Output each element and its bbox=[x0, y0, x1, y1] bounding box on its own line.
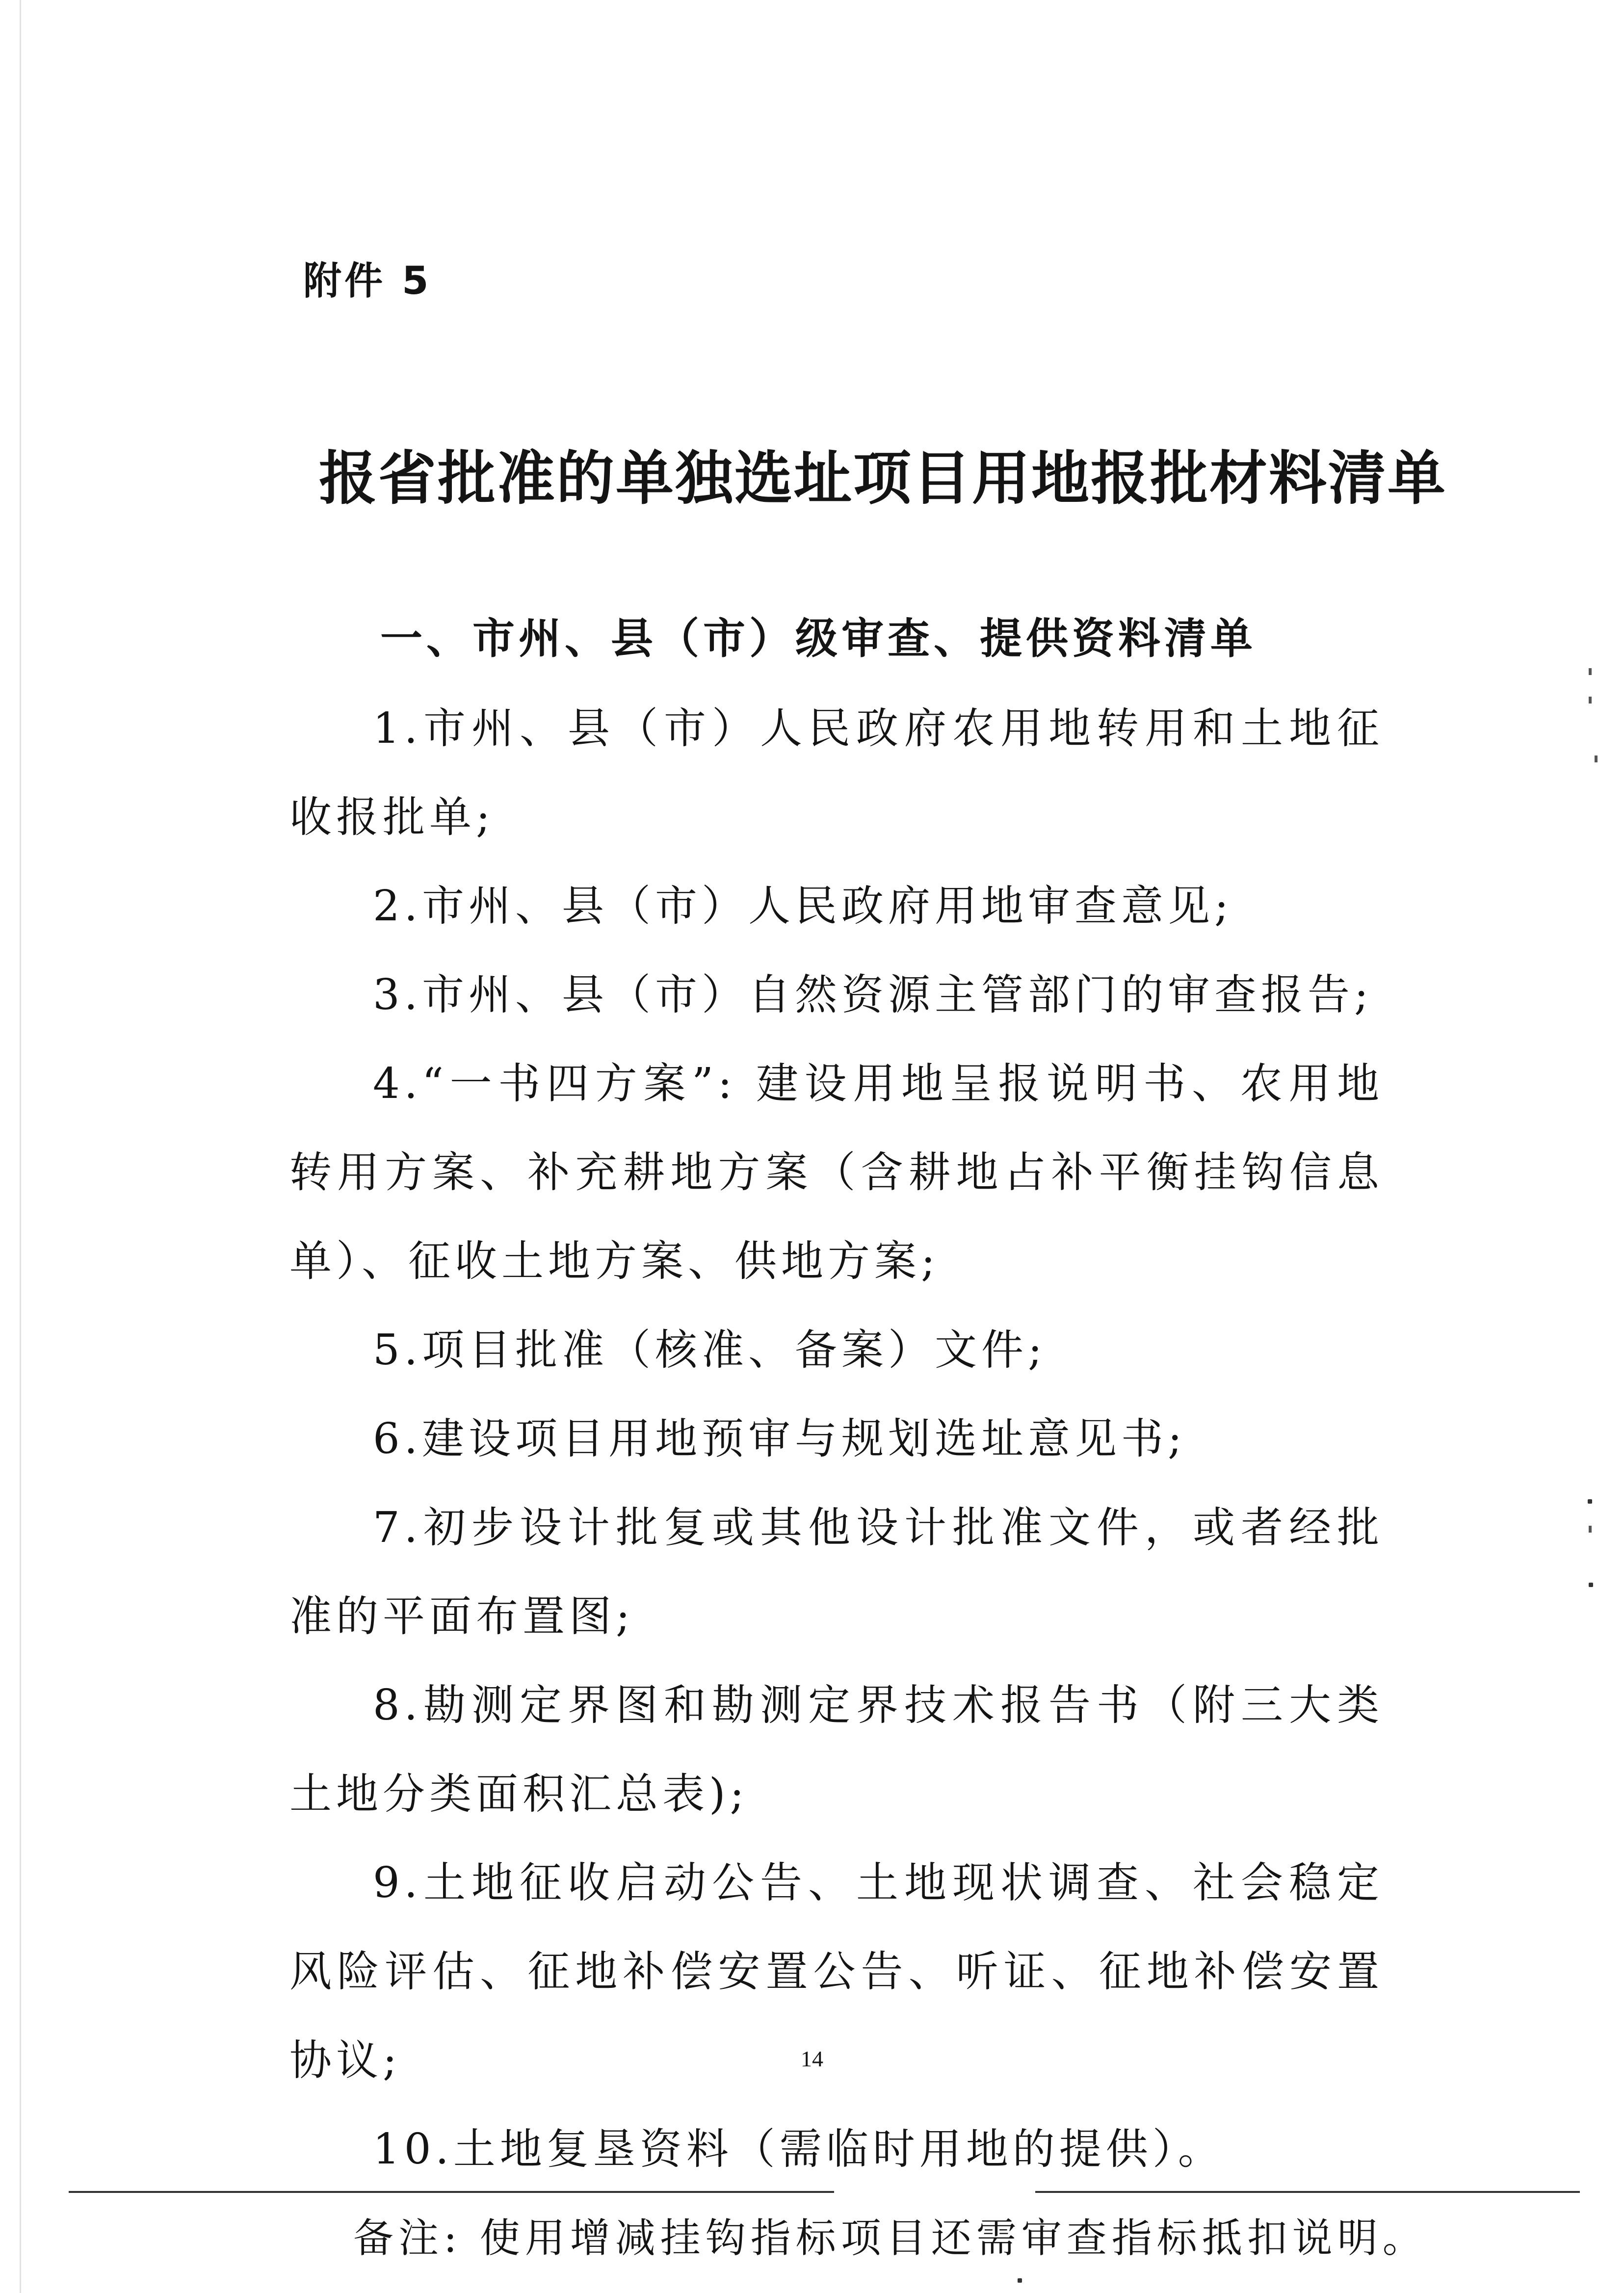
list-item: 1.市州、县（市）人民政府农用地转用和土地征收报批单; bbox=[289, 704, 1384, 842]
list-item: 2.市州、县（市）人民政府用地审查意见; bbox=[373, 882, 1233, 931]
scan-mark bbox=[1595, 756, 1598, 762]
list-item: 7.初步设计批复或其他设计批准文件，或者经批准的平面布置图; bbox=[289, 1503, 1384, 1641]
materials-list bbox=[289, 684, 1428, 2283]
list-item: 5.项目批准（核准、备案）文件; bbox=[373, 1326, 1047, 1375]
scan-edge bbox=[20, 0, 21, 2293]
scan-mark bbox=[1589, 1526, 1592, 1533]
scan-mark bbox=[1589, 1583, 1593, 1587]
list-item: 10.土地复垦资料（需临时用地的提供）。 bbox=[373, 2125, 1225, 2174]
footer-rule-right bbox=[1035, 2191, 1580, 2193]
scan-mark bbox=[1588, 1499, 1592, 1504]
list-item: 6.建设项目用地预审与规划选址意见书; bbox=[373, 1414, 1187, 1463]
footer-rule-left bbox=[69, 2191, 834, 2193]
list-item: 9.土地征收启动公告、土地现状调查、社会稳定风险评估、征地补偿安置公告、听证、征地补偿安置协议; bbox=[289, 1858, 1384, 2085]
attachment-label: 附件 5 bbox=[303, 259, 432, 303]
remark-note: 备注: 使用增减挂钩指标项目还需审查指标抵扣说明。 bbox=[353, 2215, 1428, 2262]
scan-mark bbox=[1018, 2278, 1022, 2283]
page-number: 14 bbox=[801, 2046, 823, 2071]
scan-mark bbox=[1589, 697, 1592, 704]
list-item: 3.市州、县（市）自然资源主管部门的审查报告; bbox=[373, 970, 1373, 1019]
list-item: 8.勘测定界图和勘测定界技术报告书（附三大类土地分类面积汇总表); bbox=[289, 1681, 1384, 1819]
scan-mark bbox=[1589, 668, 1592, 675]
section-heading: 一、市州、县（市）级审查、提供资料清单 bbox=[380, 614, 1257, 663]
document-title: 报省批准的单独选址项目用地报批材料清单 bbox=[319, 444, 1447, 512]
list-item: 4.“一书四方案”: 建设用地呈报说明书、农用地转用方案、补充耕地方案（含耕地占补平衡挂钩信息单）、征收土地方案、供地方案; bbox=[289, 1059, 1384, 1286]
